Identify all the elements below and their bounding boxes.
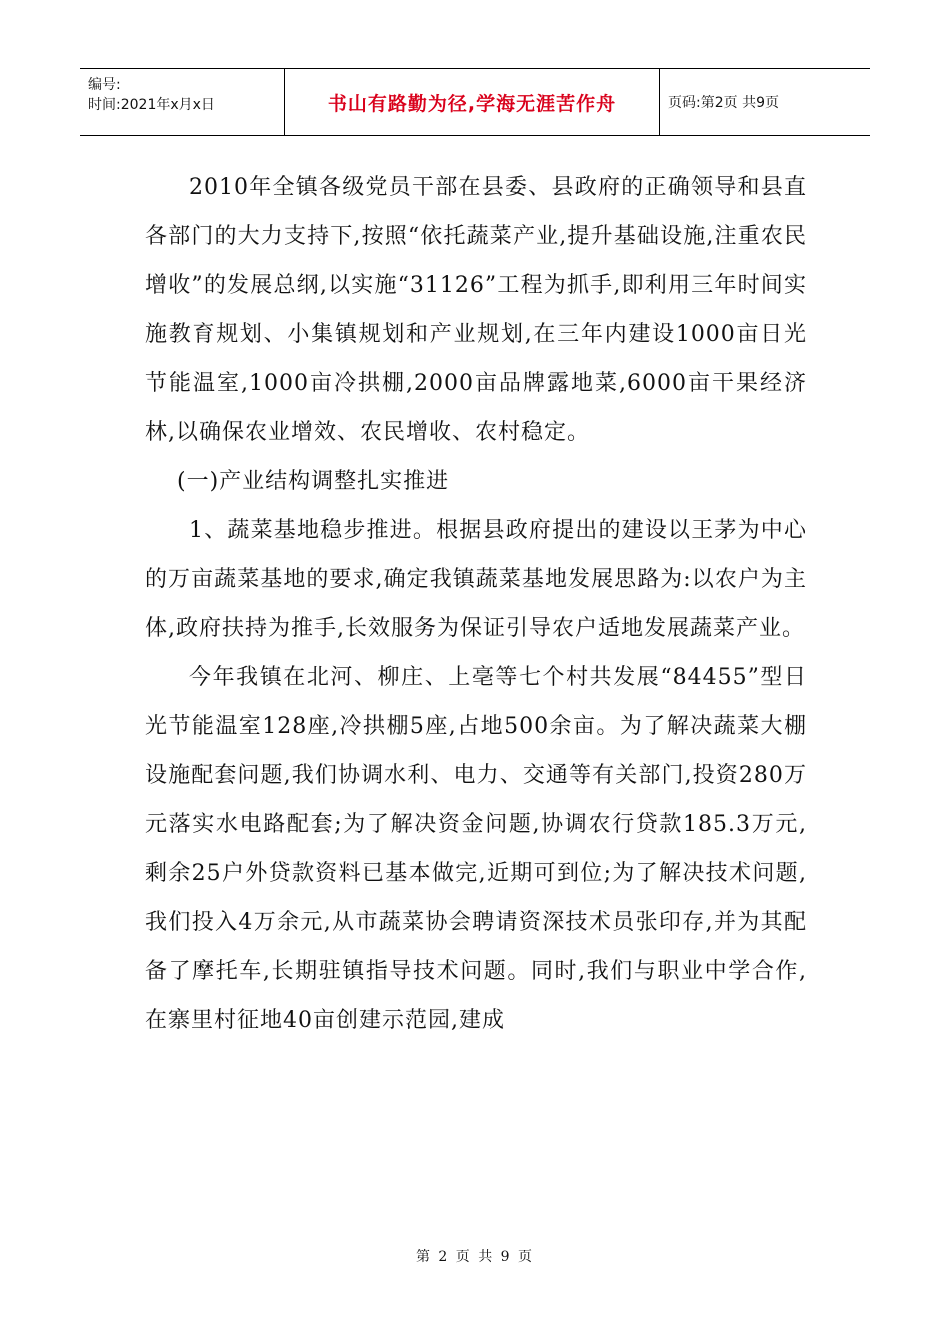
paragraph-intro: 2010年全镇各级党员干部在县委、县政府的正确领导和县直各部门的大力支持下,按照“依托蔬菜产业,提升基础设施,注重农民增收”的发展总纲,以实施“31126”工程为抓手,即利用三年时间实施教育规划、小集镇规划和产业规划,在三年内建设1000亩日光节能温室,1000亩冷拱棚,2000亩品牌露地菜,6000亩干果经济林,以确保农业增效、农民增收、农村稳定。 — [145, 175, 807, 445]
page-footer: 第 2 页 共 9 页 — [415, 1249, 535, 1265]
paragraph-vegetable-base: 1、蔬菜基地稳步推进。根据县政府提出的建设以王茅为中心的万亩蔬菜基地的要求,确定我镇蔬菜基地发展思路为:以农户为主体,政府扶持为推手,长效服务为保证引导农户适地发展蔬菜产业。 — [145, 518, 807, 641]
header-motto: 书山有路勤为径,学海无涯苦作舟 — [284, 69, 660, 135]
date-label: 时间:2021年x月x日 — [88, 97, 215, 113]
number-label: 编号: — [88, 77, 121, 93]
document-header — [80, 68, 870, 136]
paragraph-this-year: 今年我镇在北河、柳庄、上亳等七个村共发展“84455”型日光节能温室128座,冷拱棚5座,占地500余亩。为了解决蔬菜大棚设施配套问题,我们协调水利、电力、交通等有关部门,投资280万元落实水电路配套;为了解决资金问题,协调农行贷款185.3万元,剩余25户外贷款资料已基本做完,近期可到位;为了解决技术问题,我们投入4万余元,从市蔬菜协会聘请资深技术员张印存,并为其配备了摩托车,长期驻镇指导技术问题。同时,我们与职业中学合作,在寨里村征地40亩创建示范园,建成 — [145, 665, 807, 1033]
section-heading: (一)产业结构调整扎实推进 — [177, 469, 450, 494]
header-meta — [80, 69, 284, 135]
document-body — [145, 163, 807, 1045]
header-page-code: 页码:第2页 共9页 — [668, 95, 779, 111]
